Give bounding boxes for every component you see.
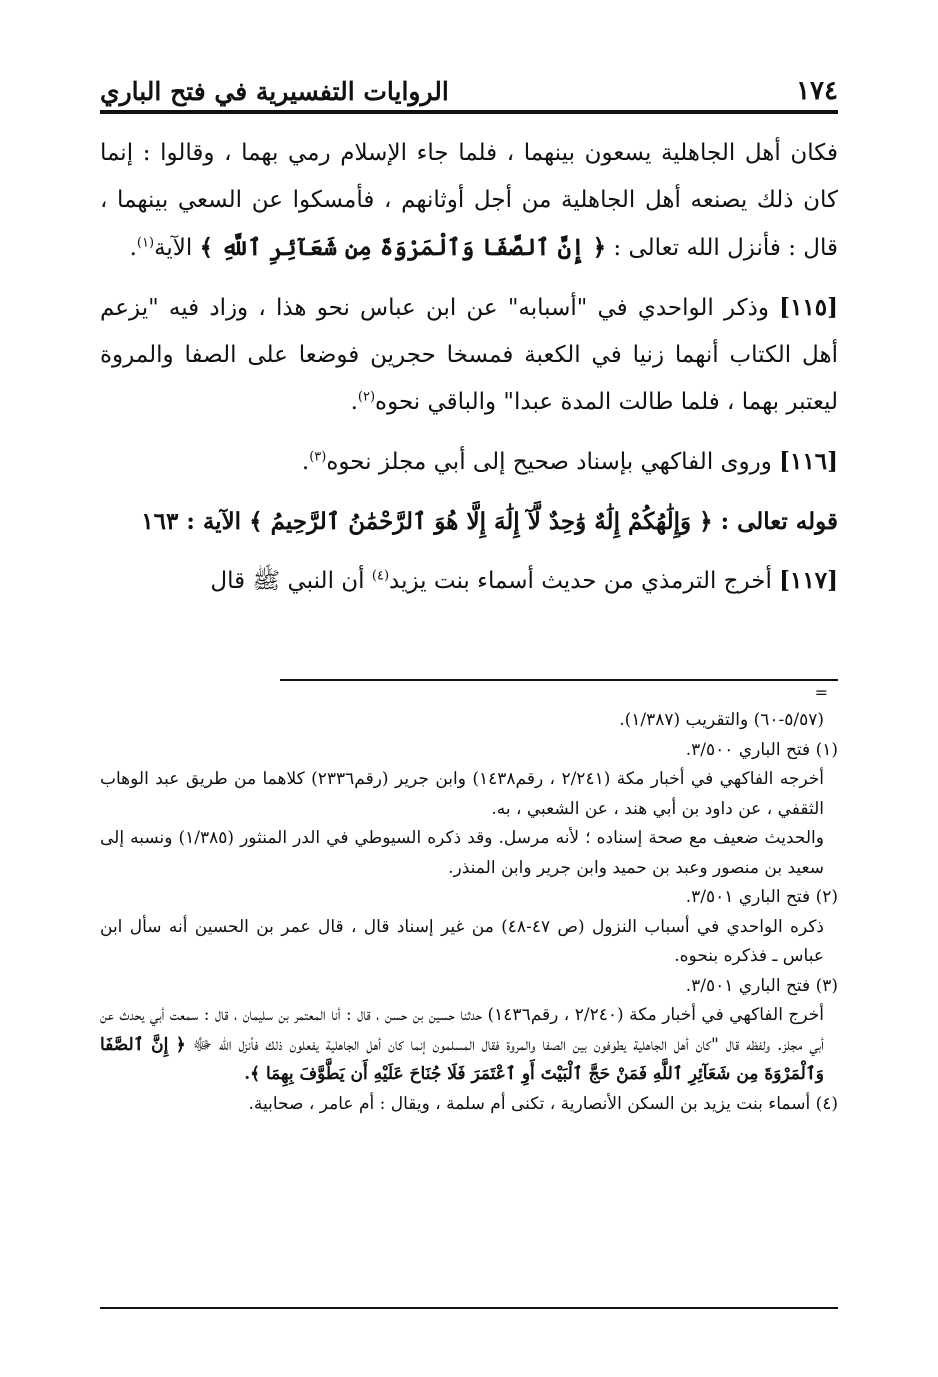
narration-number-116: [١١٦] — [779, 448, 838, 475]
footnote-1-text-a: أخرجه الفاكهي في أخبار مكة (٢/٢٤١ ، رقم١٤٣٨) وابن جرير (رقم٢٣٣٦) كلاهما من طريق عبد الوهاب الثقفي ، عن داود بن أبي هند ، عن الشعبي ، به. — [100, 769, 825, 819]
paragraph-1-tail: الآية — [154, 235, 193, 261]
paragraph-117-text-b: أن النبي ﷺ قال — [210, 568, 365, 594]
paragraph-1 — [100, 130, 838, 272]
narration-number-117: [١١٧] — [779, 567, 838, 594]
footnote-carryover: (٥/٥٧-٦٠) والتقريب (١/٣٨٧). — [619, 710, 824, 730]
paragraph-117-text-a: أخرج الترمذي من حديث أسماء بنت يزيد — [389, 568, 772, 594]
footnote-1-head: (١) فتح الباري ٣/٥٠٠. — [685, 739, 838, 760]
page-header — [100, 62, 838, 113]
verse-heading-quran: ﴿ وَإِلَٰهُكُمْ إِلَٰهٌ وَٰحِدٌ لَّآ إِلَٰهَ إِلَّا هُوَ ٱلرَّحْمَٰنُ ٱلرَّحِيمُ ﴾ — [249, 508, 713, 535]
footnote-3-text — [100, 1001, 838, 1090]
paragraph-117 — [100, 557, 838, 605]
footnote-4: (٤) أسماء بنت يزيد بن السكن الأنصارية ، تكنى أم سلمة ، ويقال : أم عامر ، صحابية. — [248, 1093, 838, 1114]
footnote-3-head: (٣) فتح الباري ٣/٥٠١. — [685, 975, 838, 996]
main-text — [100, 130, 838, 617]
paragraph-1-end: . — [129, 235, 137, 261]
footnote-3-quran: ﴿ إِنَّ ٱلصَّفَا وَٱلْمَرْوَةَ مِن شَعَآئِرِ ٱللَّهِ فَمَنْ حَجَّ ٱلْبَيْتَ أَوِ ٱعْتَمَرَ فَلَا جُنَاحَ عَلَيْهِ أَن يَطَّوَّفَ بِهِمَا ﴾. — [100, 1034, 824, 1084]
running-title: الروايات التفسيرية في فتح الباري — [100, 77, 449, 106]
footnote-3-body: أخرج الفاكهي في أخبار مكة (٢/٢٤٠ ، رقم١٤٣٦) حدثنا حسين بن حسن ، قال : أنا المعتمر بن سليمان ، قال : سمعت أبي يحدث عن أبي مجلز. ولفظه قال "كان أهل الجاهلية يطوفون بين الصفا والمروة فقال المسلمون إنما كان أهل الجاهلية يفعلون ذلك فأنزل الله ﷻ — [100, 1005, 824, 1055]
verse-heading-tail: الآية : ١٦٣ — [141, 508, 242, 535]
paragraph-115 — [100, 284, 838, 426]
header-rule — [100, 113, 838, 114]
footnote-ref-4: (٤) — [371, 568, 390, 584]
footnote-ref-2: (٢) — [357, 389, 376, 405]
footnote-2-text: ذكره الواحدي في أسباب النزول (ص ٤٧-٤٨) من غير إسناد قال ، قال عمر بن الحسين أنه سأل ابن عباس ـ فذكره بنحوه. — [100, 916, 824, 966]
footnote-2-head: (٢) فتح الباري ٣/٥٠١. — [685, 887, 838, 907]
footnote-ref-1: (١) — [136, 235, 155, 251]
verse-heading-lead: قوله تعالى : — [720, 508, 838, 535]
footnote-ref-3: (٣) — [309, 449, 327, 465]
footnote-separator — [280, 679, 838, 681]
paragraph-116-end: . — [301, 449, 310, 475]
paragraph-116-text: وروى الفاكهي بإسناد صحيح إلى أبي مجلز نحوه — [326, 449, 772, 475]
page-number: ١٧٤ — [796, 76, 838, 106]
paragraph-116 — [100, 438, 838, 486]
footnote-carry-mark: = — [814, 683, 828, 702]
paragraph-115-end: . — [350, 389, 358, 415]
footnotes — [100, 706, 838, 1119]
quran-verse: ﴿ إِنَّ ٱلصَّفَا وَٱلْمَرْوَةَ مِن شَعَآئِرِ ٱللَّهِ ﴾ — [199, 234, 607, 261]
paragraph-115-text: وذكر الواحدي في "أسبابه" عن ابن عباس نحو هذا ، وزاد فيه "يزعم أهل الكتاب أنهما زنيا في الكعبة فمسخا حجرين فوضعا على الصفا والمروة ليعتبر بهما ، فلما طالت المدة عبدا" والباقي نحوه — [100, 295, 838, 415]
narration-number-115: [١١٥] — [779, 294, 839, 321]
paragraph-1-text: فكان أهل الجاهلية يسعون بينهما ، فلما جاء الإسلام رمي بهما ، وقالوا : إنما كان ذلك يصنعه أهل الجاهلية من أجل أوثانهم ، فأمسكوا عن السعي بينهما ، قال : فأنزل الله تعالى : — [100, 140, 838, 261]
verse-heading — [100, 498, 838, 545]
bottom-rule — [100, 1307, 838, 1309]
footnote-1-text-b: والحديث ضعيف مع صحة إسناده ؛ لأنه مرسل. وقد ذكره السيوطي في الدر المنثور (١/٣٨٥) ونسبه إلى سعيد بن منصور وعبد بن حميد وابن جرير وابن المنذر. — [100, 828, 824, 878]
